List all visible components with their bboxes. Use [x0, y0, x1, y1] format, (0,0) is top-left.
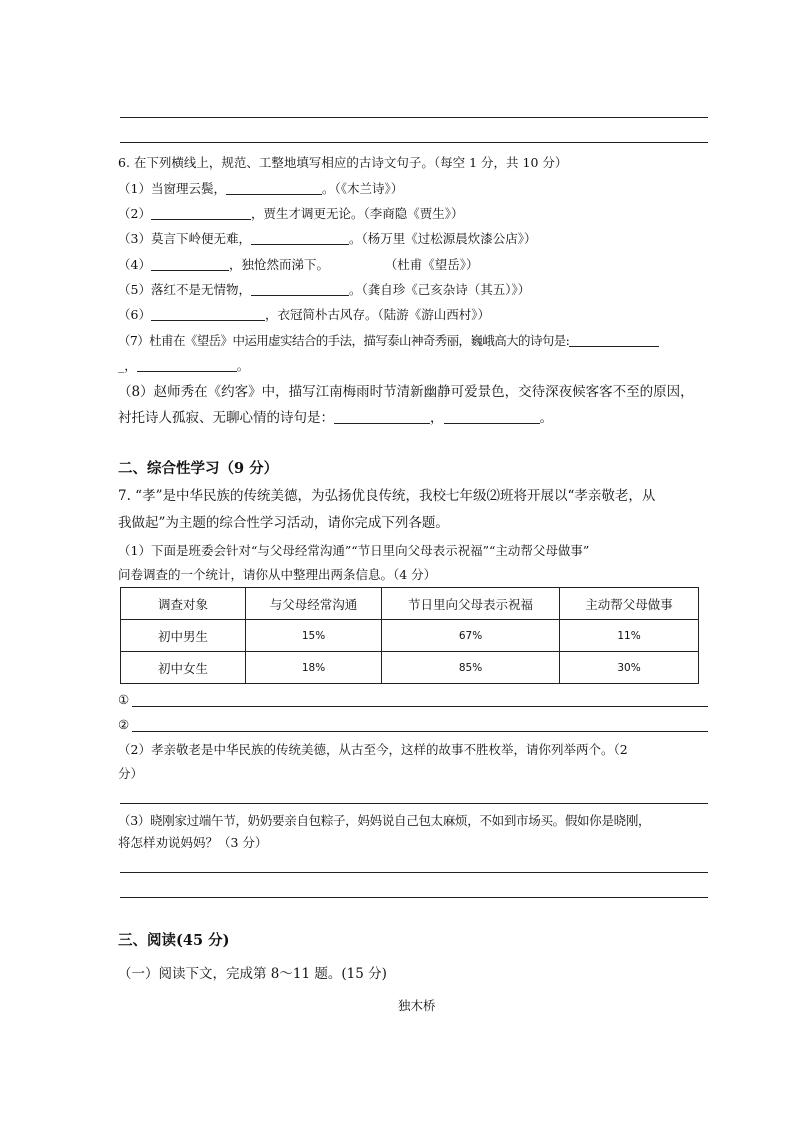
- table-header: 调查对象: [121, 588, 246, 620]
- table-header: 与父母经常沟通: [246, 588, 382, 620]
- q7-sub1-cont: 问卷调查的一个统计，请你从中整理出两条信息。（4 分）: [118, 567, 437, 582]
- q6-item-8-cont: [118, 410, 553, 426]
- q6-item-2: [118, 206, 463, 222]
- fill-blank[interactable]: [251, 283, 349, 296]
- answer-line[interactable]: [120, 872, 708, 873]
- answer-line: [120, 117, 708, 118]
- table-row: [121, 620, 699, 652]
- q6-item-7: [118, 333, 659, 349]
- table-cell: 85%: [382, 652, 560, 684]
- q6-item-text: ，: [430, 410, 444, 426]
- q6-item-text: ，衣冠简朴古风存。（陆游《游山西村》）: [264, 307, 490, 322]
- answer-line: [120, 142, 708, 143]
- survey-table: [120, 587, 699, 684]
- fill-blank[interactable]: [151, 308, 265, 321]
- table-cell: 30%: [560, 652, 699, 684]
- table-header-row: [121, 588, 699, 620]
- q6-item-text: （1）当窗理云鬓，: [118, 181, 226, 196]
- answer-line[interactable]: [120, 803, 708, 804]
- q6-item-text: （2）: [118, 206, 151, 221]
- fill-blank[interactable]: [151, 258, 229, 271]
- q6-item-text: _，: [118, 358, 137, 373]
- fill-blank[interactable]: [137, 359, 237, 372]
- fill-blank[interactable]: [251, 232, 349, 245]
- table-header: 节日里向父母表示祝福: [382, 588, 560, 620]
- fill-blank[interactable]: [226, 182, 322, 195]
- q6-item-1: [118, 181, 403, 197]
- q7-sub2: （2）孝亲敬老是中华民族的传统美德，从古至今，这样的故事不胜枚举，请你列举两个。（2: [118, 742, 628, 757]
- q6-item-3: [118, 231, 536, 247]
- q6-item-8: （8）赵师秀在《约客》中，描写江南梅雨时节清新幽静可爱景色，交待深夜候客客不至的原因，: [118, 384, 694, 400]
- q7-stem-cont: 我做起”为主题的综合性学习活动，请你完成下列各题。: [118, 515, 449, 531]
- section-heading: 三、阅读(45 分): [118, 932, 230, 949]
- answer-line[interactable]: [120, 897, 708, 898]
- table-header: 主动帮父母做事: [560, 588, 699, 620]
- q6-item-text: （5）落红不是无情物，: [118, 282, 251, 297]
- table-cell: 初中男生: [121, 620, 246, 652]
- q6-item-text: 。（杨万里《过松源晨炊漆公店》）: [348, 231, 537, 246]
- q7-sub3-cont: 将怎样劝说妈妈？（3 分）: [118, 835, 268, 850]
- table-cell: 18%: [246, 652, 382, 684]
- q6-item-5: [118, 282, 530, 298]
- answer-mark: ①: [118, 692, 130, 707]
- q7-sub1: （1）下面是班委会针对“与父母经常沟通”“节日里向父母表示祝福”“主动帮父母做事”: [118, 543, 590, 558]
- q6-item-text: ，独怆然而涕下。: [228, 257, 329, 272]
- answer-line[interactable]: [132, 706, 708, 707]
- fill-blank[interactable]: [569, 334, 659, 347]
- q6-item-text: ，贾生才调更无论。（李商隐《贾生》）: [250, 206, 464, 221]
- fill-blank[interactable]: [444, 411, 540, 424]
- q6-item-text: （3）莫言下岭便无难，: [118, 231, 251, 246]
- fill-blank[interactable]: [151, 207, 251, 220]
- q6-item-source: （杜甫《望岳》）: [390, 257, 479, 272]
- table-cell: 11%: [560, 620, 699, 652]
- q6-item-text: （4）: [118, 257, 151, 272]
- q6-item-text: 衬托诗人孤寂、无聊心情的诗句是：: [118, 410, 334, 426]
- q6-item-text: （6）: [118, 307, 151, 322]
- q6-item-text: 。: [236, 358, 250, 373]
- answer-line[interactable]: [132, 731, 708, 732]
- q7-sub3: （3）晓刚家过端午节，奶奶要亲自包粽子，妈妈说自己包太麻烦，不如到市场买。假如你是晓刚，: [118, 813, 651, 828]
- section-heading: 二、综合性学习（9 分）: [118, 460, 279, 477]
- reading-part-title: （一）阅读下文，完成第 8～11 题。(15 分): [118, 966, 387, 982]
- q6-item-text: （7）杜甫在《望岳》中运用虚实结合的手法，描写泰山神奇秀丽，巍峨高大的诗句是:: [118, 333, 570, 348]
- passage-title: 独木桥: [398, 998, 436, 1013]
- table-cell: 初中女生: [121, 652, 246, 684]
- q6-stem: 6. 在下列横线上，规范、工整地填写相应的古诗文句子。（每空 1 分，共 10 分）: [118, 155, 568, 170]
- table-cell: 67%: [382, 620, 560, 652]
- q6-item-text: 。（龚自珍《己亥杂诗（其五）》）: [348, 282, 531, 297]
- answer-mark: ②: [118, 717, 130, 732]
- fill-blank[interactable]: [334, 411, 430, 424]
- q7-sub2-cont: 分）: [118, 766, 144, 781]
- q6-item-text: 。: [539, 410, 553, 426]
- q6-item-4: [118, 257, 478, 273]
- table-cell: 15%: [246, 620, 382, 652]
- q7-stem: 7. “孝”是中华民族的传统美德，为弘扬优良传统，我校七年级⑵班将开展以“孝亲敬老，从: [118, 488, 656, 504]
- table-row: [121, 652, 699, 684]
- q6-item-7-cont: [118, 358, 249, 374]
- q6-item-6: [118, 307, 490, 323]
- q6-item-text: 。（《木兰诗》）: [321, 181, 404, 196]
